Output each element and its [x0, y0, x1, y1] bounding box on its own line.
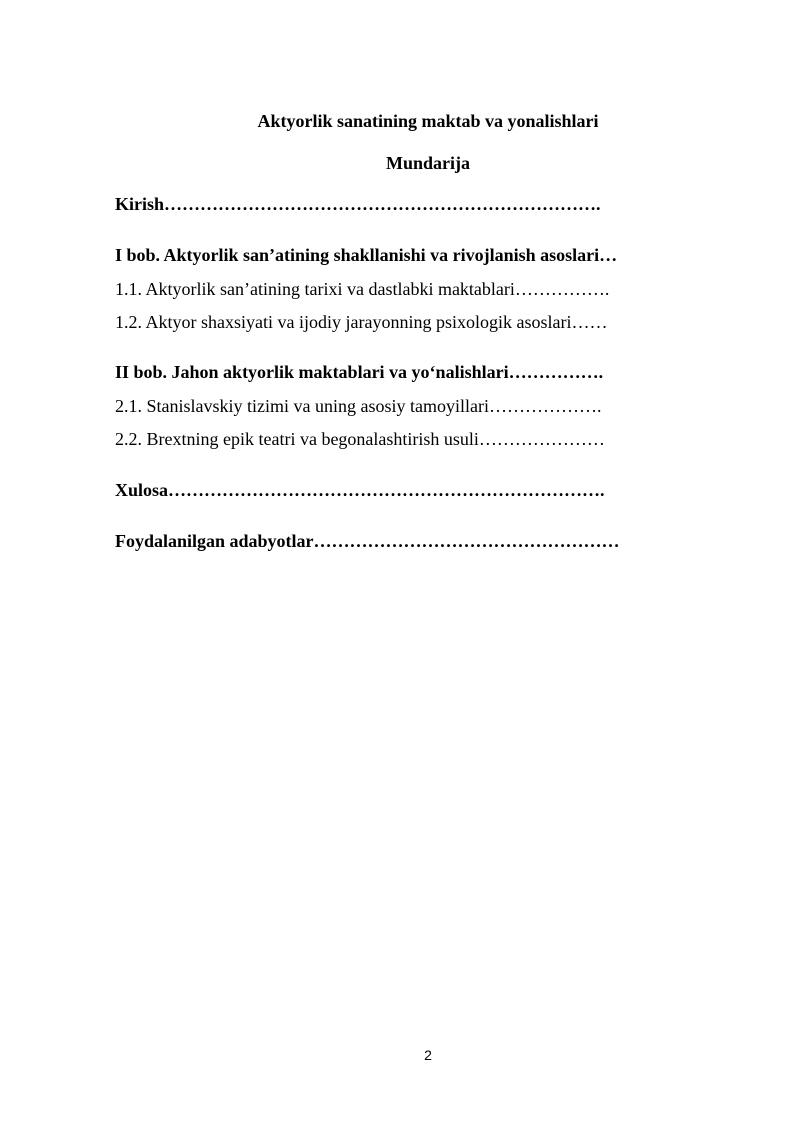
toc-entry-section-2-2: 2.2. Brextning epik teatri va begonalashtirish usuli………………… — [115, 429, 605, 449]
toc-entry-section-2-1: 2.1. Stanislavskiy tizimi va uning asosiy tamoyillari………………. — [115, 396, 602, 416]
toc-entry-bibliography: Foydalanilgan adabyotlar…………………………………………… — [115, 531, 620, 551]
toc-entry-section-1-1: 1.1. Aktyorlik san’atining tarixi va dastlabki maktablari……………. — [115, 279, 610, 299]
toc-entry-chapter-2: II bob. Jahon aktyorlik maktablari va yo‘nalishlari……………. — [115, 362, 604, 382]
toc-entry-section-1-2: 1.2. Aktyor shaxsiyati va ijodiy jarayonning psixologik asoslari…… — [115, 312, 608, 332]
toc-entry-chapter-1: I bob. Aktyorlik san’atining shakllanishi va rivojlanish asoslari… — [115, 245, 618, 265]
toc-entry-xulosa: Xulosa………………………………………………………………. — [115, 480, 605, 500]
toc-heading: Mundarija — [385, 153, 470, 173]
document-title: Aktyorlik sanatining maktab va yonalishlari — [257, 111, 599, 131]
page-number: 2 — [424, 1047, 432, 1063]
toc-entry-kirish: Kirish………………………………………………………………. — [115, 194, 601, 214]
